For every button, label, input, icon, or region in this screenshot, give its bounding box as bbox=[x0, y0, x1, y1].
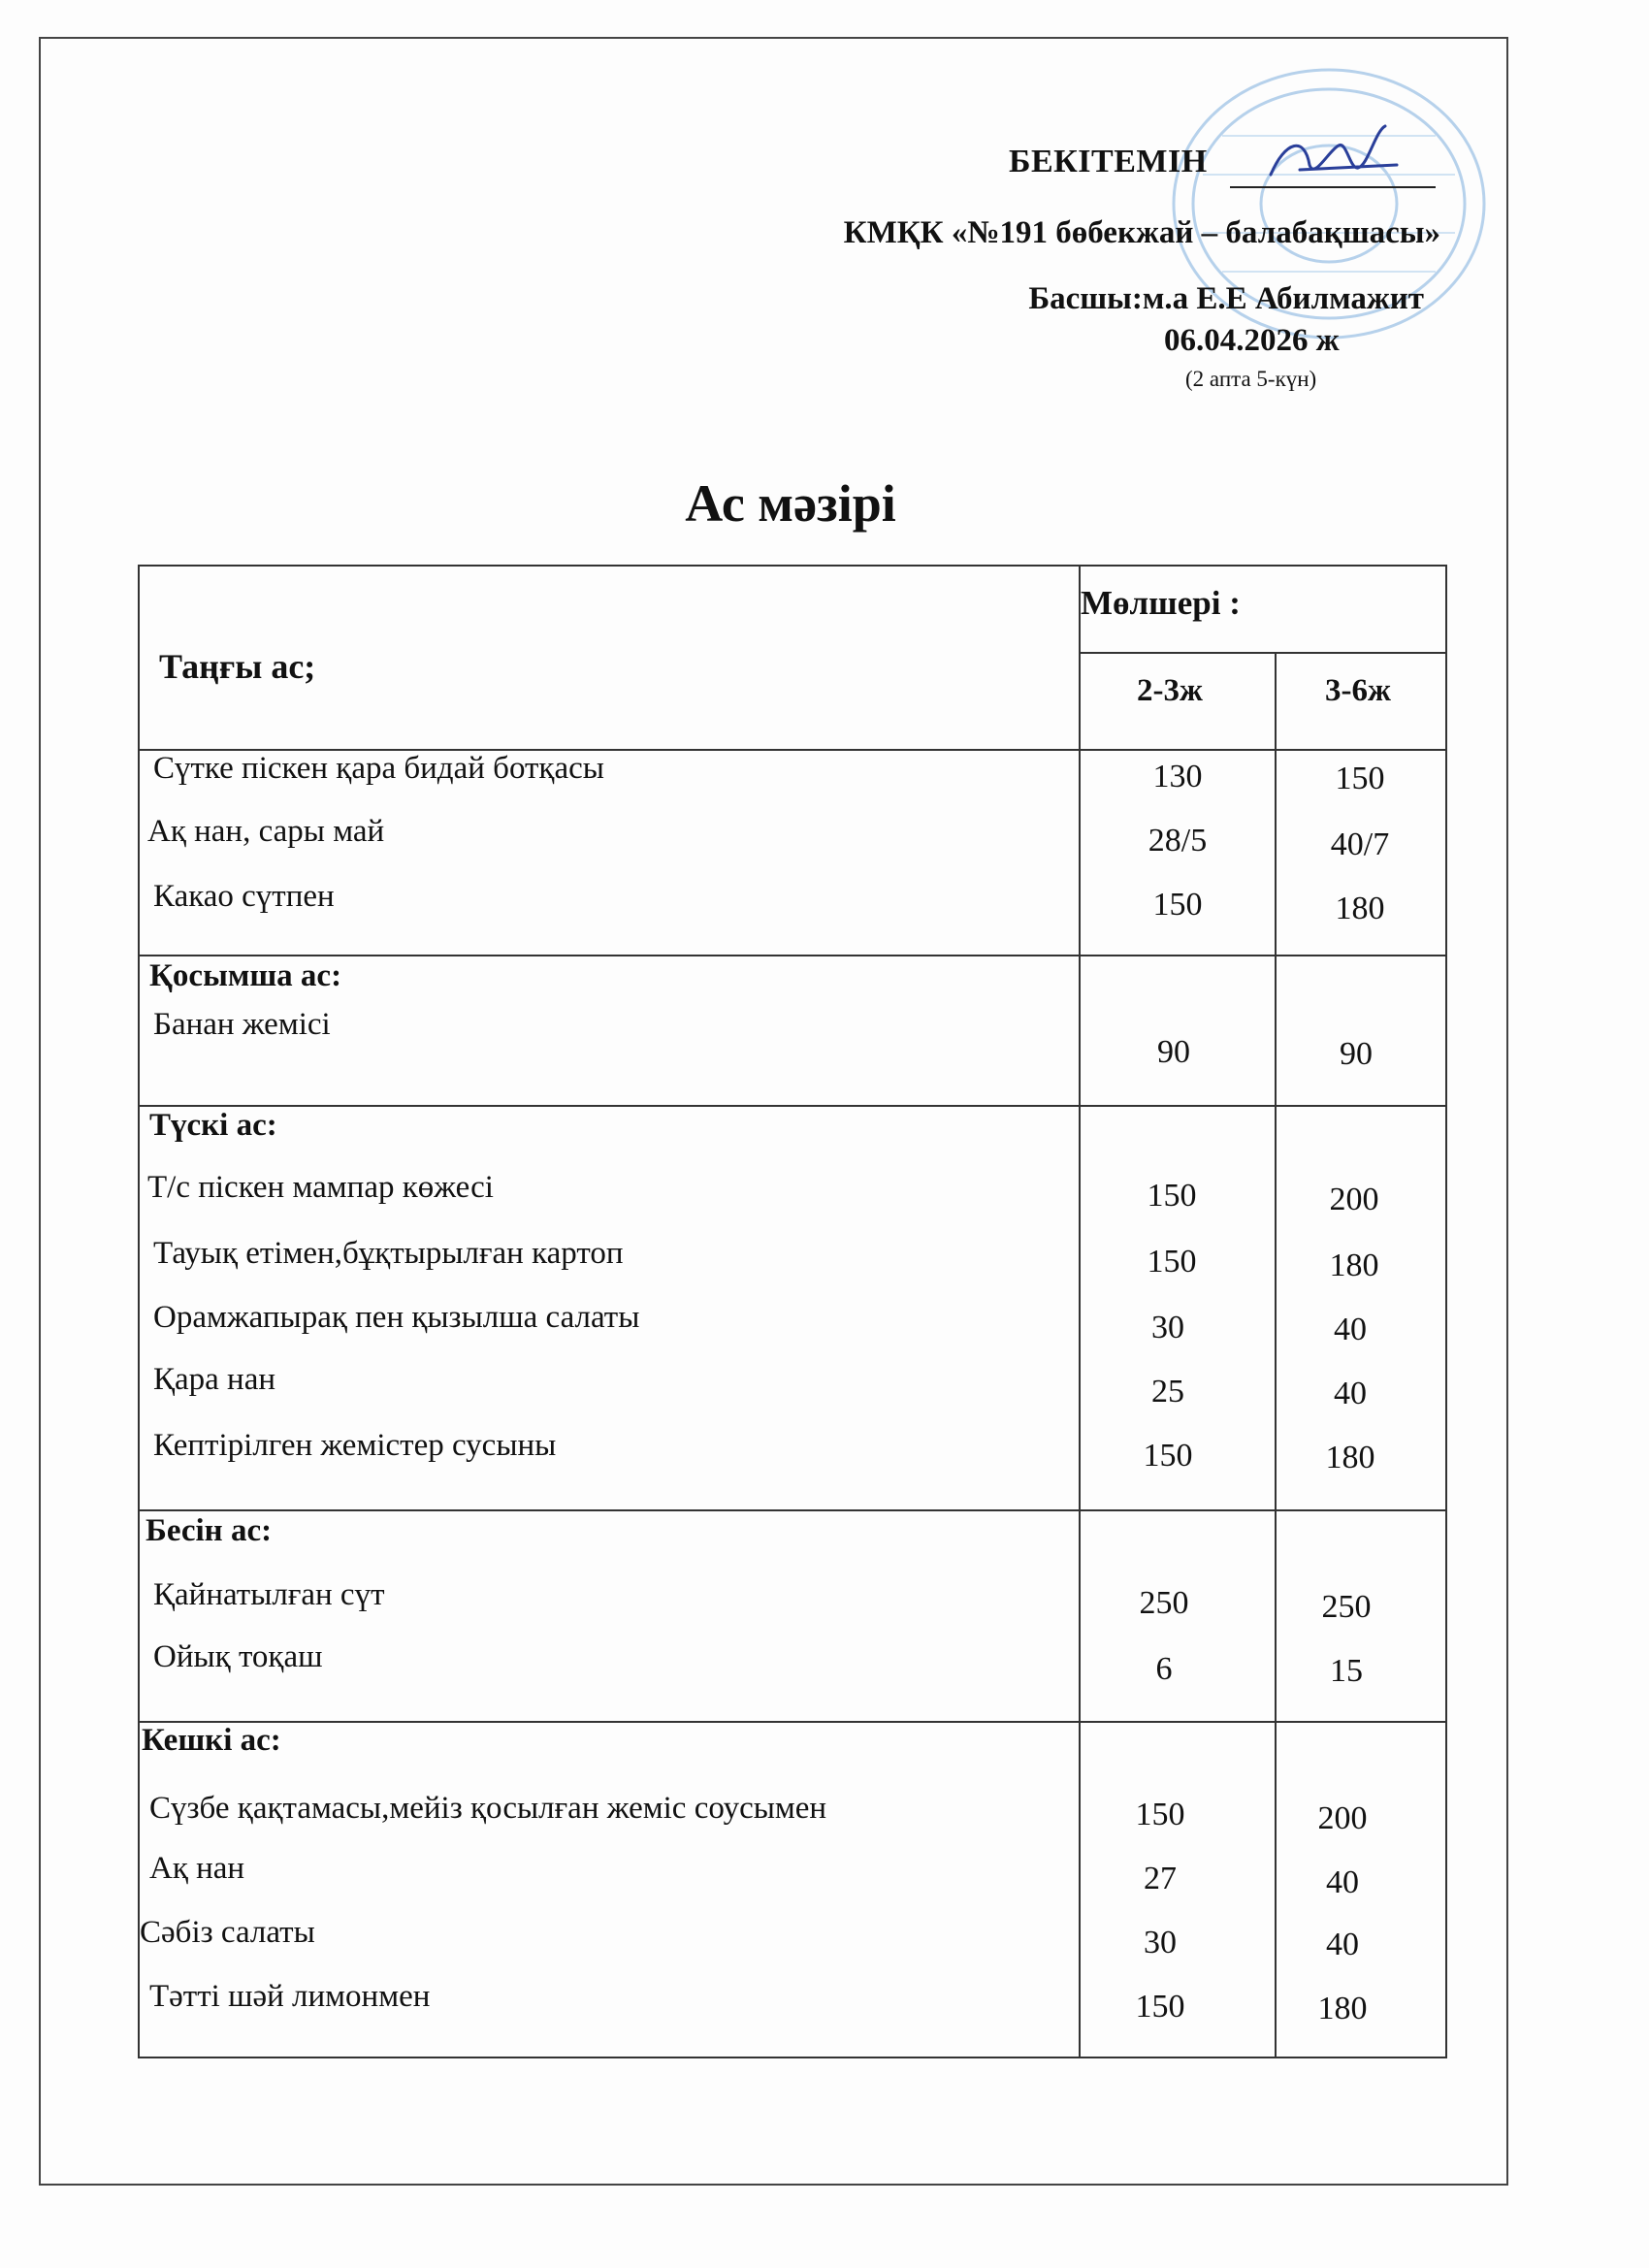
signature bbox=[1261, 121, 1406, 194]
amount-2-3: 130 bbox=[1152, 759, 1203, 794]
amount-3-6: 40 bbox=[1334, 1312, 1367, 1347]
row-divider bbox=[140, 1721, 1447, 1723]
amount-2-3: 150 bbox=[1143, 1438, 1193, 1474]
dish-name: Кептірілген жемістер сусыны bbox=[153, 1428, 557, 1463]
amount-2-3: 150 bbox=[1147, 1178, 1197, 1214]
dish-name: Какао сүтпен bbox=[153, 879, 335, 914]
amount-3-6: 200 bbox=[1329, 1182, 1379, 1217]
amount-3-6: 180 bbox=[1325, 1440, 1375, 1475]
age-group-2-3: 2-3ж bbox=[1137, 673, 1203, 708]
age-group-3-6: 3-6ж bbox=[1325, 673, 1391, 708]
dish-name: Сүтке піскен қара бидай ботқасы bbox=[153, 751, 604, 786]
approval-title: БЕКІТЕМІН bbox=[1009, 144, 1208, 179]
lunch-header: Түскі ас: bbox=[149, 1108, 277, 1143]
organization-name: КМҚК «№191 бөбекжай – балабақшасы» bbox=[843, 215, 1440, 250]
menu-table bbox=[138, 565, 1447, 2058]
head-name: Басшы:м.а Е.Е Абилмажит bbox=[1028, 281, 1424, 316]
dish-name: Сәбіз салаты bbox=[140, 1915, 315, 1950]
column-divider bbox=[1079, 567, 1081, 2058]
dish-name: Сүзбе қақтамасы,мейіз қосылған жеміс соусымен bbox=[149, 1791, 827, 1826]
amount-3-6: 40 bbox=[1326, 1927, 1359, 1962]
amount-3-6: 90 bbox=[1340, 1036, 1373, 1072]
amount-2-3: 150 bbox=[1135, 1989, 1185, 2025]
amount-2-3: 90 bbox=[1157, 1034, 1190, 1070]
amount-2-3: 30 bbox=[1144, 1925, 1177, 1960]
amount-2-3: 250 bbox=[1139, 1585, 1189, 1621]
amount-3-6: 180 bbox=[1329, 1247, 1379, 1283]
dish-name: Тәтті шәй лимонмен bbox=[149, 1979, 431, 2014]
column-divider bbox=[1275, 654, 1277, 2058]
dish-name: Қайнатылған сүт bbox=[153, 1577, 385, 1612]
afternoon-header: Бесін ас: bbox=[146, 1513, 273, 1548]
amount-2-3: 27 bbox=[1144, 1861, 1177, 1896]
menu-title: Ас мәзірі bbox=[685, 474, 896, 533]
amount-3-6: 180 bbox=[1335, 891, 1385, 926]
dish-name: Ақ нан, сары май bbox=[147, 814, 385, 849]
row-divider bbox=[140, 955, 1447, 956]
breakfast-header: Таңғы ас; bbox=[159, 647, 316, 686]
amount-3-6: 200 bbox=[1317, 1800, 1368, 1836]
row-divider bbox=[140, 1105, 1447, 1107]
dish-name: Т/с піскен мампар көжесі bbox=[147, 1170, 494, 1205]
amount-2-3: 30 bbox=[1151, 1310, 1184, 1345]
amount-3-6: 15 bbox=[1330, 1653, 1363, 1689]
amount-3-6: 40 bbox=[1326, 1864, 1359, 1900]
approval-date: 06.04.2026 ж bbox=[1164, 323, 1340, 358]
amount-2-3: 28/5 bbox=[1148, 823, 1208, 859]
dish-name: Орамжапырақ пен қызылша салаты bbox=[153, 1300, 640, 1335]
week-day: (2 апта 5-күн) bbox=[1185, 367, 1317, 391]
amount-3-6: 150 bbox=[1335, 761, 1385, 796]
amount-2-3: 150 bbox=[1147, 1244, 1197, 1280]
amount-3-6: 250 bbox=[1321, 1589, 1372, 1625]
quantity-header: Мөлшері : bbox=[1081, 584, 1241, 622]
dish-name: Ақ нан bbox=[149, 1851, 245, 1886]
dish-name: Банан жемісі bbox=[153, 1007, 331, 1042]
amount-3-6: 40/7 bbox=[1330, 826, 1390, 862]
amount-2-3: 6 bbox=[1155, 1651, 1173, 1687]
snack-header: Қосымша ас: bbox=[149, 958, 342, 993]
amount-3-6: 40 bbox=[1334, 1376, 1367, 1411]
dish-name: Ойық тоқаш bbox=[153, 1639, 323, 1674]
amount-3-6: 180 bbox=[1317, 1991, 1368, 2026]
approval-block bbox=[0, 0, 1649, 407]
amount-2-3: 150 bbox=[1152, 887, 1203, 923]
amount-2-3: 150 bbox=[1135, 1797, 1185, 1832]
amount-2-3: 25 bbox=[1151, 1374, 1184, 1409]
dish-name: Қара нан bbox=[153, 1362, 276, 1397]
dish-name: Тауық етімен,бұқтырылған картоп bbox=[153, 1236, 624, 1271]
row-divider bbox=[1079, 652, 1447, 654]
dinner-header: Кешкі ас: bbox=[142, 1723, 281, 1758]
row-divider bbox=[140, 1509, 1447, 1511]
